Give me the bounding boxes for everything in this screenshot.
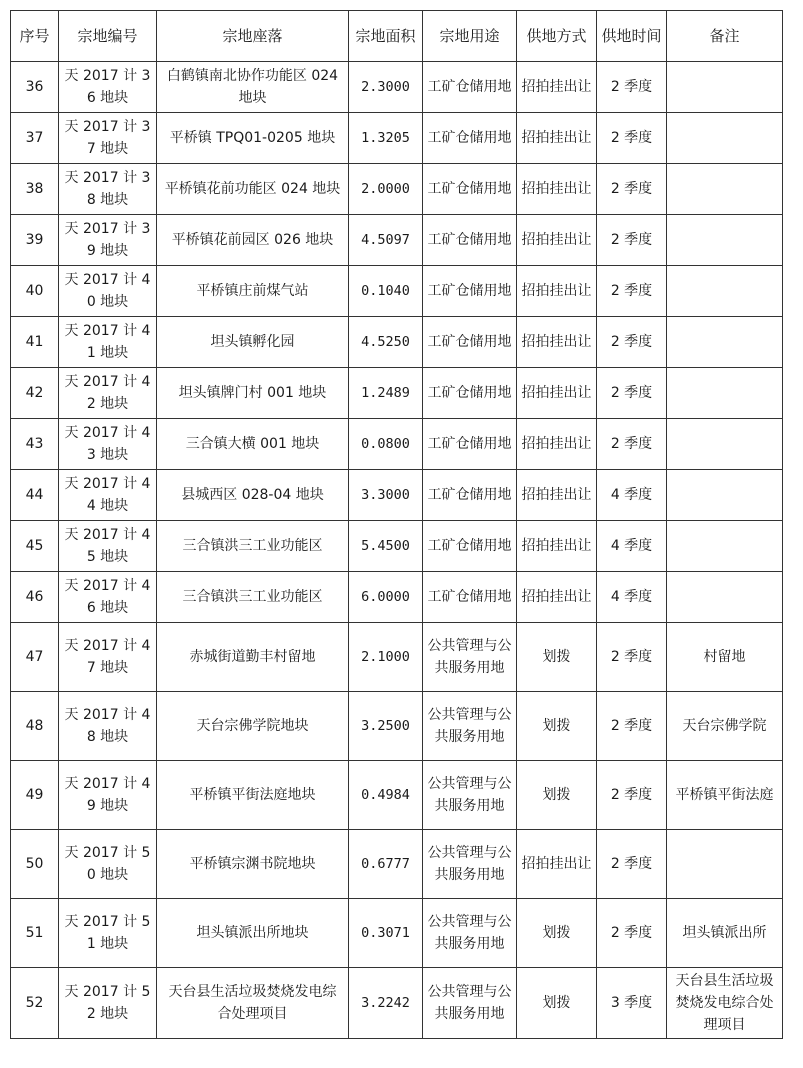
cell-seq: 51: [11, 899, 59, 968]
cell-code: 天 2017 计 45 地块: [59, 521, 157, 572]
cell-remark: [667, 419, 783, 470]
cell-use: 工矿仓储用地: [423, 62, 517, 113]
cell-seq: 38: [11, 164, 59, 215]
cell-supply-time: 2 季度: [597, 419, 667, 470]
cell-supply-time: 2 季度: [597, 899, 667, 968]
cell-supply-method: 招拍挂出让: [517, 368, 597, 419]
table-row: [11, 113, 783, 164]
cell-supply-time: 4 季度: [597, 521, 667, 572]
cell-use: 工矿仓储用地: [423, 317, 517, 368]
cell-supply-method: 划拨: [517, 968, 597, 1039]
cell-remark: 天台县生活垃圾焚烧发电综合处理项目: [667, 968, 783, 1039]
cell-area: 0.1040: [349, 266, 423, 317]
cell-use: 公共管理与公共服务用地: [423, 968, 517, 1039]
table-row: [11, 761, 783, 830]
cell-supply-time: 2 季度: [597, 266, 667, 317]
cell-area: 6.0000: [349, 572, 423, 623]
cell-remark: 平桥镇平街法庭: [667, 761, 783, 830]
cell-supply-time: 2 季度: [597, 317, 667, 368]
cell-supply-method: 划拨: [517, 692, 597, 761]
cell-location: 平桥镇花前功能区 024 地块: [157, 164, 349, 215]
table-row: [11, 572, 783, 623]
table-row: [11, 899, 783, 968]
cell-use: 公共管理与公共服务用地: [423, 623, 517, 692]
cell-supply-method: 招拍挂出让: [517, 113, 597, 164]
cell-supply-time: 2 季度: [597, 113, 667, 164]
cell-location: 平桥镇庄前煤气站: [157, 266, 349, 317]
cell-remark: [667, 470, 783, 521]
header-row: [11, 11, 783, 62]
cell-area: 5.4500: [349, 521, 423, 572]
cell-code: 天 2017 计 52 地块: [59, 968, 157, 1039]
cell-area: 0.4984: [349, 761, 423, 830]
cell-supply-time: 2 季度: [597, 215, 667, 266]
cell-area: 2.0000: [349, 164, 423, 215]
cell-use: 工矿仓储用地: [423, 215, 517, 266]
cell-code: 天 2017 计 50 地块: [59, 830, 157, 899]
cell-use: 工矿仓储用地: [423, 419, 517, 470]
header-location: 宗地座落: [157, 11, 349, 62]
cell-location: 天台宗佛学院地块: [157, 692, 349, 761]
cell-remark: 天台宗佛学院: [667, 692, 783, 761]
cell-supply-time: 3 季度: [597, 968, 667, 1039]
cell-area: 3.2500: [349, 692, 423, 761]
cell-use: 公共管理与公共服务用地: [423, 899, 517, 968]
cell-location: 三合镇大横 001 地块: [157, 419, 349, 470]
cell-area: 4.5097: [349, 215, 423, 266]
header-supply-method: 供地方式: [517, 11, 597, 62]
cell-use: 工矿仓储用地: [423, 470, 517, 521]
table-row: [11, 266, 783, 317]
cell-code: 天 2017 计 37 地块: [59, 113, 157, 164]
cell-supply-time: 2 季度: [597, 623, 667, 692]
header-remark: 备注: [667, 11, 783, 62]
cell-location: 三合镇洪三工业功能区: [157, 521, 349, 572]
table-row: [11, 830, 783, 899]
cell-seq: 50: [11, 830, 59, 899]
cell-code: 天 2017 计 41 地块: [59, 317, 157, 368]
cell-remark: [667, 830, 783, 899]
cell-use: 工矿仓储用地: [423, 113, 517, 164]
cell-area: 2.3000: [349, 62, 423, 113]
table-row: [11, 317, 783, 368]
cell-code: 天 2017 计 46 地块: [59, 572, 157, 623]
cell-code: 天 2017 计 39 地块: [59, 215, 157, 266]
cell-use: 工矿仓储用地: [423, 266, 517, 317]
cell-supply-time: 4 季度: [597, 470, 667, 521]
cell-code: 天 2017 计 38 地块: [59, 164, 157, 215]
table-body: [11, 62, 783, 1039]
land-supply-table: [10, 10, 783, 1039]
cell-use: 公共管理与公共服务用地: [423, 692, 517, 761]
cell-area: 2.1000: [349, 623, 423, 692]
cell-supply-method: 划拨: [517, 899, 597, 968]
cell-use: 工矿仓储用地: [423, 572, 517, 623]
cell-remark: [667, 113, 783, 164]
cell-supply-time: 2 季度: [597, 761, 667, 830]
cell-supply-method: 招拍挂出让: [517, 470, 597, 521]
cell-supply-method: 招拍挂出让: [517, 572, 597, 623]
cell-supply-time: 2 季度: [597, 368, 667, 419]
cell-area: 4.5250: [349, 317, 423, 368]
cell-supply-method: 招拍挂出让: [517, 164, 597, 215]
cell-seq: 36: [11, 62, 59, 113]
cell-area: 1.3205: [349, 113, 423, 164]
cell-location: 白鹤镇南北协作功能区 024 地块: [157, 62, 349, 113]
cell-seq: 39: [11, 215, 59, 266]
cell-code: 天 2017 计 49 地块: [59, 761, 157, 830]
cell-seq: 47: [11, 623, 59, 692]
cell-area: 3.2242: [349, 968, 423, 1039]
cell-location: 平桥镇宗渊书院地块: [157, 830, 349, 899]
table-row: [11, 419, 783, 470]
cell-remark: [667, 266, 783, 317]
cell-location: 三合镇洪三工业功能区: [157, 572, 349, 623]
cell-use: 工矿仓储用地: [423, 368, 517, 419]
table-row: [11, 968, 783, 1039]
cell-supply-time: 2 季度: [597, 164, 667, 215]
cell-code: 天 2017 计 43 地块: [59, 419, 157, 470]
cell-code: 天 2017 计 51 地块: [59, 899, 157, 968]
table-row: [11, 470, 783, 521]
cell-code: 天 2017 计 47 地块: [59, 623, 157, 692]
cell-supply-method: 招拍挂出让: [517, 62, 597, 113]
table-row: [11, 623, 783, 692]
cell-seq: 40: [11, 266, 59, 317]
cell-supply-time: 4 季度: [597, 572, 667, 623]
cell-remark: [667, 62, 783, 113]
cell-area: 0.3071: [349, 899, 423, 968]
cell-location: 赤城街道勤丰村留地: [157, 623, 349, 692]
cell-supply-method: 招拍挂出让: [517, 266, 597, 317]
land-supply-table-page: [10, 10, 783, 1039]
cell-supply-method: 招拍挂出让: [517, 830, 597, 899]
cell-area: 0.6777: [349, 830, 423, 899]
cell-supply-method: 招拍挂出让: [517, 419, 597, 470]
cell-remark: [667, 572, 783, 623]
cell-remark: [667, 521, 783, 572]
cell-location: 县城西区 028-04 地块: [157, 470, 349, 521]
cell-code: 天 2017 计 42 地块: [59, 368, 157, 419]
cell-supply-method: 招拍挂出让: [517, 521, 597, 572]
cell-supply-method: 招拍挂出让: [517, 215, 597, 266]
cell-seq: 41: [11, 317, 59, 368]
cell-supply-method: 招拍挂出让: [517, 317, 597, 368]
table-row: [11, 164, 783, 215]
cell-seq: 44: [11, 470, 59, 521]
cell-area: 1.2489: [349, 368, 423, 419]
cell-supply-time: 2 季度: [597, 830, 667, 899]
cell-seq: 52: [11, 968, 59, 1039]
cell-remark: [667, 215, 783, 266]
header-seq: 序号: [11, 11, 59, 62]
table-row: [11, 215, 783, 266]
cell-use: 公共管理与公共服务用地: [423, 761, 517, 830]
cell-location: 平桥镇 TPQ01-0205 地块: [157, 113, 349, 164]
header-supply-time: 供地时间: [597, 11, 667, 62]
cell-location: 平桥镇平街法庭地块: [157, 761, 349, 830]
cell-seq: 49: [11, 761, 59, 830]
cell-seq: 43: [11, 419, 59, 470]
header-code: 宗地编号: [59, 11, 157, 62]
cell-remark: [667, 368, 783, 419]
cell-use: 公共管理与公共服务用地: [423, 830, 517, 899]
cell-area: 3.3000: [349, 470, 423, 521]
cell-supply-time: 2 季度: [597, 692, 667, 761]
cell-seq: 37: [11, 113, 59, 164]
cell-code: 天 2017 计 48 地块: [59, 692, 157, 761]
cell-remark: 村留地: [667, 623, 783, 692]
cell-area: 0.0800: [349, 419, 423, 470]
cell-use: 工矿仓储用地: [423, 164, 517, 215]
table-row: [11, 521, 783, 572]
cell-code: 天 2017 计 44 地块: [59, 470, 157, 521]
cell-remark: [667, 317, 783, 368]
cell-seq: 42: [11, 368, 59, 419]
cell-location: 平桥镇花前园区 026 地块: [157, 215, 349, 266]
table-row: [11, 62, 783, 113]
cell-supply-time: 2 季度: [597, 62, 667, 113]
cell-remark: [667, 164, 783, 215]
table-row: [11, 368, 783, 419]
cell-location: 坦头镇孵化园: [157, 317, 349, 368]
cell-code: 天 2017 计 36 地块: [59, 62, 157, 113]
cell-supply-method: 划拨: [517, 761, 597, 830]
cell-seq: 45: [11, 521, 59, 572]
cell-code: 天 2017 计 40 地块: [59, 266, 157, 317]
cell-seq: 46: [11, 572, 59, 623]
cell-location: 坦头镇牌门村 001 地块: [157, 368, 349, 419]
cell-supply-method: 划拨: [517, 623, 597, 692]
cell-remark: 坦头镇派出所: [667, 899, 783, 968]
cell-location: 天台县生活垃圾焚烧发电综合处理项目: [157, 968, 349, 1039]
table-row: [11, 692, 783, 761]
header-area: 宗地面积: [349, 11, 423, 62]
cell-location: 坦头镇派出所地块: [157, 899, 349, 968]
header-use: 宗地用途: [423, 11, 517, 62]
cell-seq: 48: [11, 692, 59, 761]
cell-use: 工矿仓储用地: [423, 521, 517, 572]
